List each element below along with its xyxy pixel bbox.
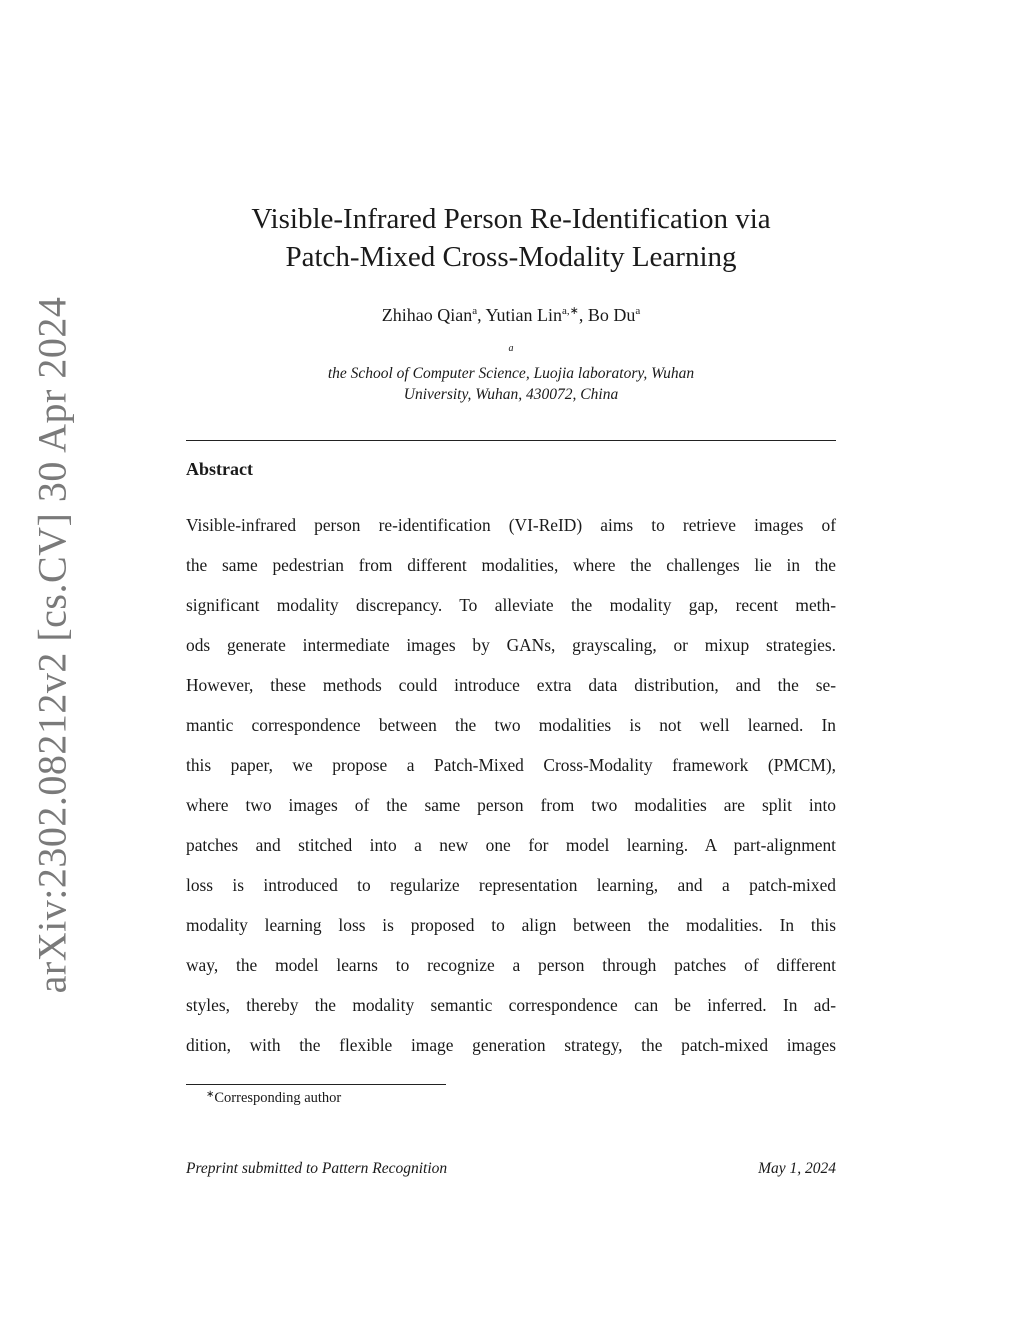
paper-title xyxy=(186,200,836,276)
author-affiliation-mark: a xyxy=(472,305,478,317)
paper-title-line-1: Visible-Infrared Person Re-Identification via xyxy=(251,203,771,235)
author-affiliation-mark: a xyxy=(635,305,641,317)
abstract-line: significant modality discrepancy. To alleviate the modality gap, recent meth- xyxy=(186,595,836,615)
abstract-heading: Abstract xyxy=(186,459,253,479)
footnote-rule xyxy=(186,1084,446,1085)
arxiv-identifier-stamp: arXiv:2302.08212v2 [cs.CV] 30 Apr 2024 xyxy=(29,296,75,994)
affiliation-line-2: University, Wuhan, 430072, China xyxy=(403,386,619,403)
abstract-line: Visible-infrared person re-identification (VI-ReID) aims to retrieve images of xyxy=(186,515,836,535)
abstract-line: the same pedestrian from different modalities, where the challenges lie in the xyxy=(186,555,836,575)
author-affiliation-mark: a,∗ xyxy=(561,305,579,317)
footnote-mark: ∗ xyxy=(206,1089,215,1100)
abstract-line: dition, with the flexible image generation strategy, the patch-mixed images xyxy=(186,1035,836,1055)
author-name: Zhihao Qian xyxy=(381,305,473,325)
abstract-line: loss is introduced to regularize representation learning, and a patch-mixed xyxy=(186,875,836,895)
abstract-line: this paper, we propose a Patch-Mixed Cross-Modality framework (PMCM), xyxy=(186,755,836,775)
affiliation xyxy=(186,342,836,405)
paper-title-line-2: Patch-Mixed Cross-Modality Learning xyxy=(285,241,737,273)
footnote-text: Corresponding author xyxy=(214,1090,342,1106)
abstract-line: modality learning loss is proposed to align between the modalities. In this xyxy=(186,915,836,935)
abstract-line: However, these methods could introduce extra data distribution, and the se- xyxy=(186,675,836,695)
author-list xyxy=(186,303,836,327)
affiliation-text-1: the School of Computer Science, Luojia laboratory, Wuhan xyxy=(327,365,695,382)
author-separator: , xyxy=(578,305,588,325)
author-separator: , xyxy=(477,305,486,325)
footnote-corresponding-author xyxy=(206,1088,341,1108)
abstract-line: where two images of the same person from two modalities are split into xyxy=(186,795,836,815)
abstract-line: mantic correspondence between the two modalities is not well learned. In xyxy=(186,715,836,735)
abstract-top-rule xyxy=(186,440,836,441)
abstract-line: way, the model learns to recognize a person through patches of different xyxy=(186,955,836,975)
affiliation-line-1 xyxy=(186,342,836,384)
footer-journal-note: Preprint submitted to Pattern Recognition xyxy=(186,1160,448,1177)
abstract-line: styles, thereby the modality semantic correspondence can be inferred. In ad- xyxy=(186,995,836,1015)
author-name: Yutian Lin xyxy=(485,305,562,325)
affiliation-mark: a xyxy=(508,343,514,354)
author-name: Bo Du xyxy=(587,305,636,325)
abstract-body xyxy=(186,505,836,1065)
abstract-line: ods generate intermediate images by GANs, grayscaling, or mixup strategies. xyxy=(186,635,836,655)
abstract-line: patches and stitched into a new one for model learning. A part-alignment xyxy=(186,835,836,855)
footer-date: May 1, 2024 xyxy=(758,1160,836,1177)
